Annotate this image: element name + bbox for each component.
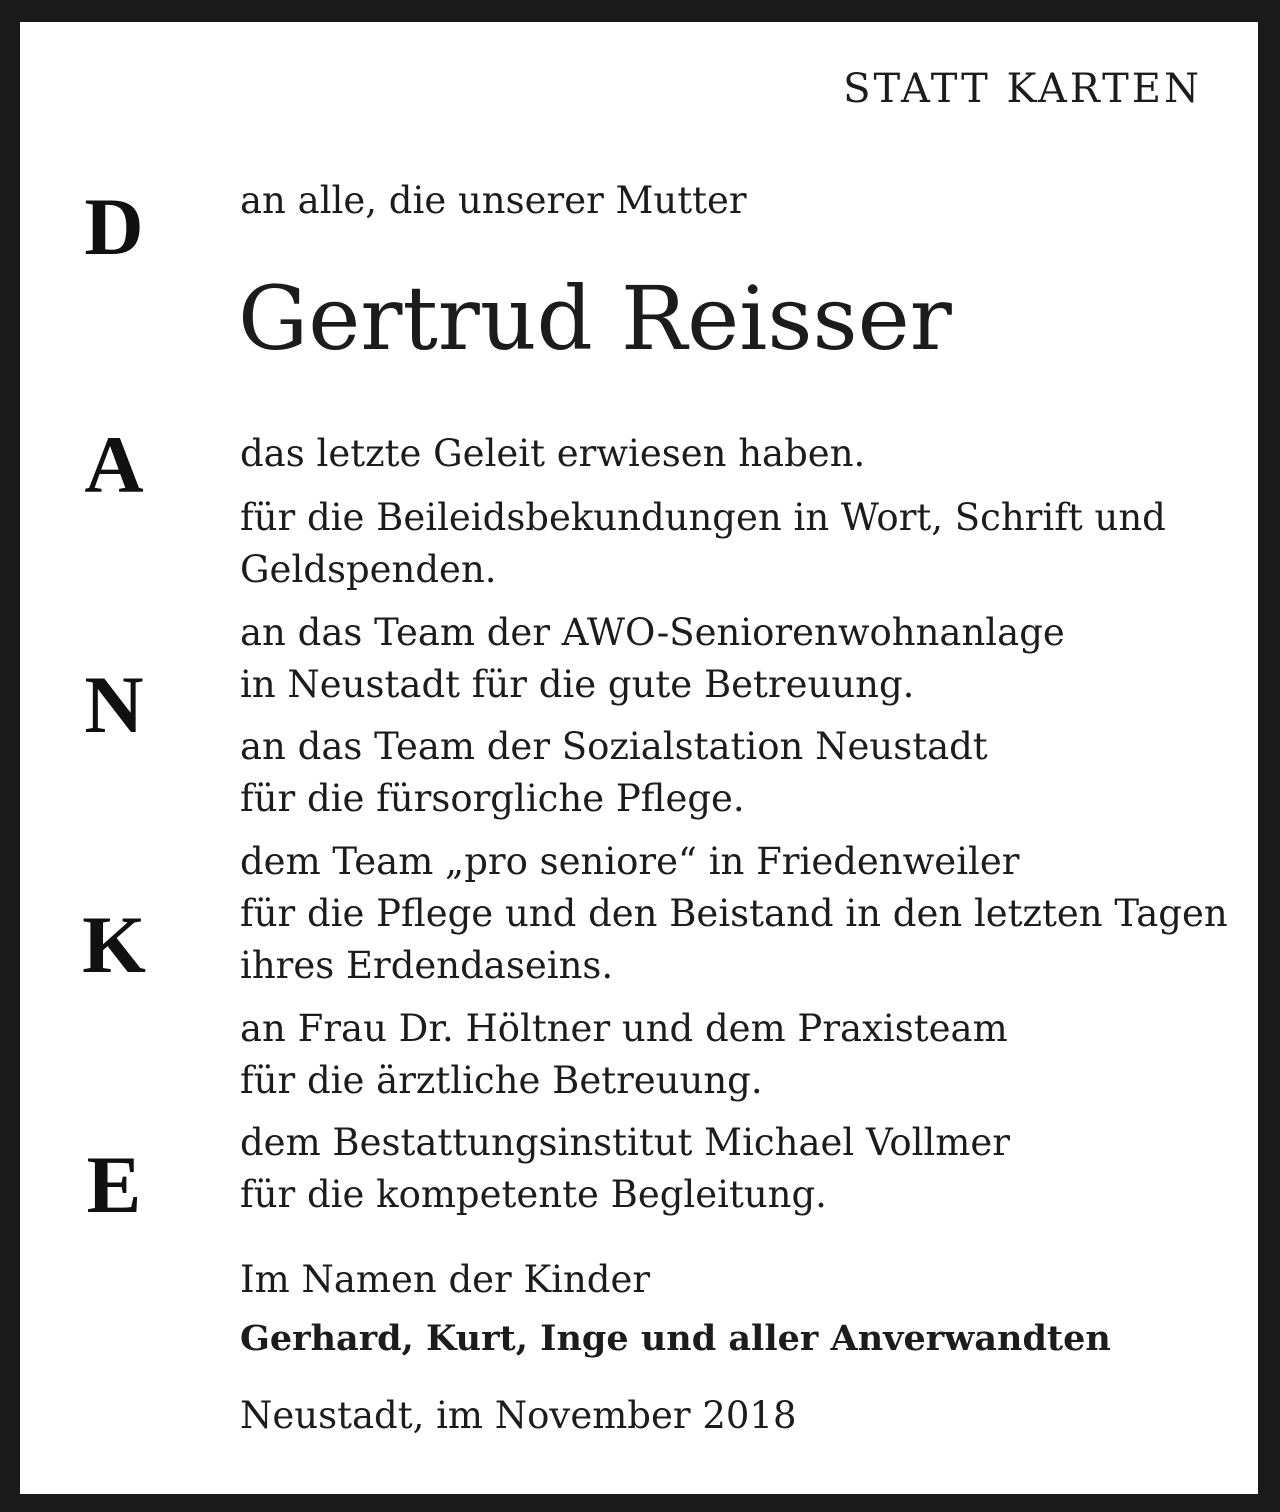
side-letter-e: E — [86, 1139, 142, 1230]
paragraph-line: für die Beileidsbekundungen in Wort, Schrift und — [240, 496, 1166, 539]
paragraph-line: dem Bestattungsinstitut Michael Vollmer — [240, 1121, 1010, 1164]
deceased-name: Gertrud Reisser — [238, 267, 952, 370]
paragraph-line: für die Pflege und den Beistand in den letzten Tagen — [240, 892, 1228, 935]
header-tag: STATT KARTEN — [843, 66, 1202, 112]
paragraph-line: Geldspenden. — [240, 548, 497, 591]
paragraph-line: das letzte Geleit erwiesen haben. — [240, 432, 866, 475]
side-letter-a: A — [84, 419, 144, 510]
side-letter-d: D — [84, 181, 144, 272]
paragraph-line: für die ärztliche Betreuung. — [240, 1059, 763, 1102]
side-letter-n: N — [84, 659, 144, 750]
paragraph-line: an das Team der AWO-Seniorenwohnanlage — [240, 611, 1065, 654]
side-letter-k: K — [82, 899, 146, 990]
paragraph-line: ihres Erdendaseins. — [240, 944, 614, 987]
paragraph-line: für die kompetente Begleitung. — [240, 1173, 827, 1216]
signature-intro: Im Namen der Kinder — [240, 1258, 651, 1301]
intro-line: an alle, die unserer Mutter — [240, 179, 747, 222]
paragraph-line: in Neustadt für die gute Betreuung. — [240, 663, 915, 706]
paragraph-line: dem Team „pro seniore“ in Friedenweiler — [240, 840, 1020, 883]
signature-place-date: Neustadt, im November 2018 — [240, 1394, 797, 1437]
paragraph-line: an Frau Dr. Höltner und dem Praxisteam — [240, 1007, 1008, 1050]
paragraph-line: für die fürsorgliche Pflege. — [240, 777, 745, 820]
signature-names: Gerhard, Kurt, Inge und aller Anverwandten — [240, 1318, 1111, 1359]
paragraph-line: an das Team der Sozialstation Neustadt — [240, 725, 988, 768]
